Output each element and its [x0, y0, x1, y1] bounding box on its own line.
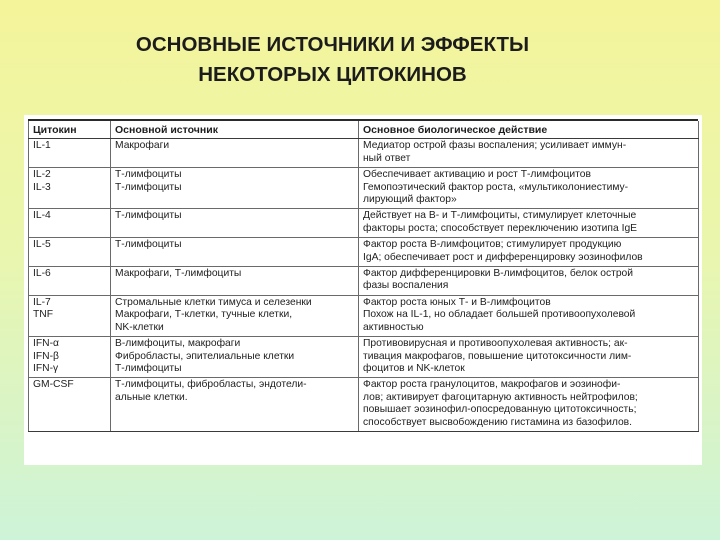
cell-line: Т-лимфоциты: [115, 362, 182, 374]
cell-effect: [359, 139, 699, 168]
title-line-2: НЕКОТОРЫХ ЦИТОКИНОВ: [198, 63, 467, 86]
cell-cytokine: [29, 267, 111, 296]
cell-line: Фактор роста В-лимфоцитов; стимулирует продукцию: [363, 239, 622, 251]
cell-effect: [359, 209, 699, 238]
cell-line: фоцитов и NK-клеток: [363, 362, 465, 374]
table-row: [29, 378, 699, 432]
cell-line: IL-7: [33, 296, 51, 308]
cell-line: Противовирусная и противоопухолевая активность; ак-: [363, 338, 628, 350]
cell-line: фазы воспаления: [363, 280, 449, 292]
cell-line: Стромальные клетки тимуса и селезенки: [115, 296, 312, 308]
cell-line: Т-лимфоциты, фибробласты, эндотели-: [115, 379, 307, 391]
cell-line: GM-CSF: [33, 379, 74, 391]
cell-cytokine: [29, 295, 111, 336]
cell-line: повышает эозинофил-опосредованную цитотоксичность;: [363, 404, 637, 416]
table-row: [29, 337, 699, 378]
cytokine-table: [28, 121, 699, 432]
scanned-table-image: [24, 115, 702, 465]
cell-line: способствует высвобождению гистамина из базофилов.: [363, 416, 633, 428]
cell-line: Обеспечивает активацию и рост Т-лимфоцитов: [363, 169, 591, 181]
cell-line: IL-4: [33, 210, 51, 222]
cell-cytokine: [29, 168, 111, 209]
table-row: [29, 168, 699, 209]
cell-source: [111, 337, 359, 378]
cell-line: Медиатор острой фазы воспаления; усиливает иммун-: [363, 140, 627, 152]
header-source: Основной источник: [111, 121, 359, 139]
cell-line: IFN-γ: [33, 362, 59, 374]
cell-line: ный ответ: [363, 152, 411, 164]
cell-line: Похож на IL-1, но обладает большей противоопухолевой: [363, 309, 636, 321]
slide-title: [0, 30, 665, 90]
cell-line: IL-3: [33, 181, 51, 193]
cell-line: Т-лимфоциты: [115, 239, 182, 251]
cell-line: IFN-α: [33, 338, 59, 350]
header-effect: Основное биологическое действие: [359, 121, 699, 139]
table-row: [29, 295, 699, 336]
cell-cytokine: [29, 378, 111, 432]
cell-source: [111, 267, 359, 296]
cell-source: [111, 295, 359, 336]
cell-line: IL-6: [33, 268, 51, 280]
cell-line: Действует на В- и Т-лимфоциты, стимулирует клеточные: [363, 210, 637, 222]
cell-line: альные клетки.: [115, 391, 188, 403]
header-cytokine: Цитокин: [29, 121, 111, 139]
cell-line: Т-лимфоциты: [115, 210, 182, 222]
cell-line: TNF: [33, 309, 54, 321]
cell-source: [111, 209, 359, 238]
cell-effect: [359, 267, 699, 296]
cell-line: Макрофаги, Т-клетки, тучные клетки,: [115, 309, 293, 321]
cell-line: IgA; обеспечивает рост и дифференцировку эозинофилов: [363, 251, 643, 263]
table-header-row: [29, 121, 699, 139]
cell-line: тивация макрофагов, повышение цитотоксичности лим-: [363, 350, 632, 362]
cell-line: лов; активирует фагоцитарную активность нейтрофилов;: [363, 391, 638, 403]
cell-line: IL-2: [33, 169, 51, 181]
cell-source: [111, 378, 359, 432]
cell-source: [111, 238, 359, 267]
cell-effect: [359, 378, 699, 432]
cell-line: Фактор дифференцировки В-лимфоцитов, белок острой: [363, 268, 634, 280]
table-row: [29, 139, 699, 168]
cell-cytokine: [29, 238, 111, 267]
cell-line: В-лимфоциты, макрофаги: [115, 338, 241, 350]
cell-line: Гемопоэтический фактор роста, «мультиколониестиму-: [363, 181, 629, 193]
cell-line: активностью: [363, 321, 424, 333]
table-row: [29, 267, 699, 296]
cell-line: IL-1: [33, 140, 51, 152]
title-line-1: ОСНОВНЫЕ ИСТОЧНИКИ И ЭФФЕКТЫ: [135, 33, 530, 56]
cell-cytokine: [29, 209, 111, 238]
cell-line: IFN-β: [33, 350, 59, 362]
cell-line: NK-клетки: [115, 321, 164, 333]
table-row: [29, 238, 699, 267]
cell-line: лирующий фактор»: [363, 194, 457, 206]
cell-line: Фактор роста гранулоцитов, макрофагов и эозинофи-: [363, 379, 621, 391]
cell-effect: [359, 238, 699, 267]
table-row: [29, 209, 699, 238]
cell-line: Макрофаги, Т-лимфоциты: [115, 268, 242, 280]
cell-source: [111, 168, 359, 209]
cell-cytokine: [29, 139, 111, 168]
cell-cytokine: [29, 337, 111, 378]
cell-line: Т-лимфоциты: [115, 181, 182, 193]
cell-line: IL-5: [33, 239, 51, 251]
cell-line: Фибробласты, эпителиальные клетки: [115, 350, 295, 362]
cell-line: Фактор роста юных Т- и В-лимфоцитов: [363, 296, 551, 308]
cell-source: [111, 139, 359, 168]
cell-effect: [359, 295, 699, 336]
cell-line: Т-лимфоциты: [115, 169, 182, 181]
cell-line: факторы роста; способствует переключению изотипа IgE: [363, 222, 638, 234]
cell-effect: [359, 337, 699, 378]
cell-effect: [359, 168, 699, 209]
cell-line: Макрофаги: [115, 140, 170, 152]
